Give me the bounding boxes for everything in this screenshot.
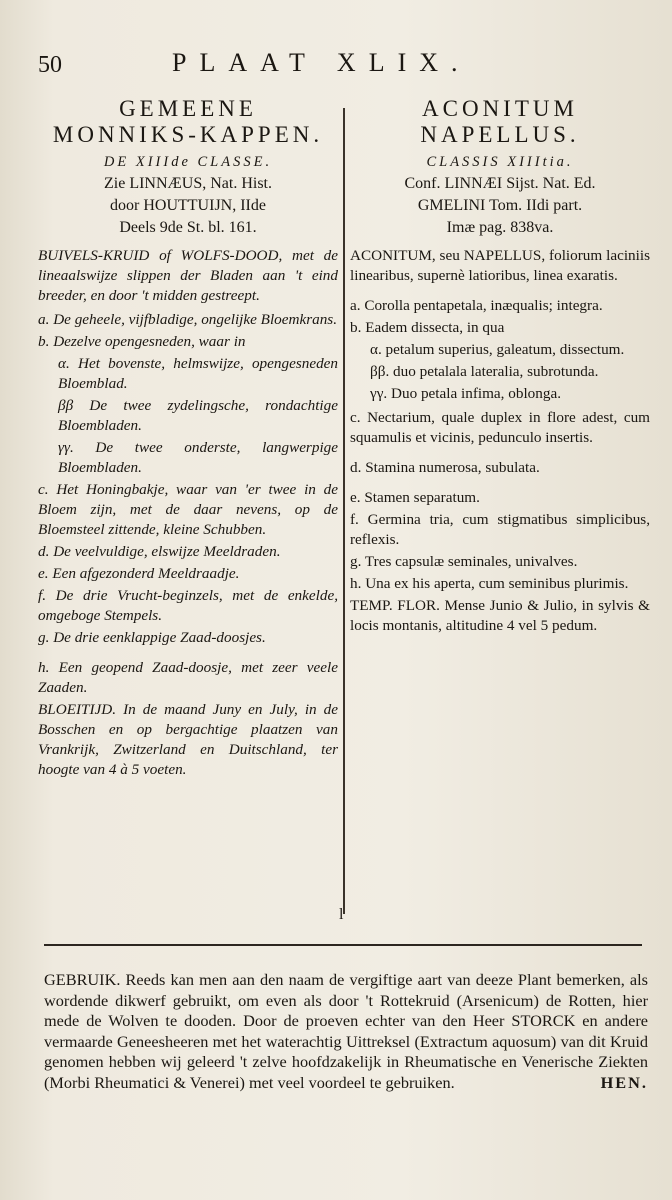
dutch-entry-c: c. Het Honingbakje, waar van 'er twee in de Bloem zijn, met de daar nevens, op de Bloemsteel zittende, kleine Schubben. (38, 481, 338, 538)
dutch-column (38, 96, 338, 782)
dutch-reference-2: door HOUTTUIJN, IIde (110, 197, 266, 214)
latin-entry-b-alpha: α. petalum superius, galeatum, dissectum. (370, 341, 625, 358)
latin-entry-c: c. Nectarium, quale duplex in flore adest, cum squamulis et vicinis, pedunculo insertis. (350, 409, 650, 446)
page-number: 50 (38, 52, 62, 78)
dutch-entry-f: f. De drie Vrucht-beginzels, met de enkelde, omgeboge Stempels. (38, 587, 338, 624)
plate-title: PLAAT XLIX. (172, 48, 471, 77)
dutch-class: DE XIIIde CLASSE. (103, 154, 273, 170)
latin-title-line-2: NAPELLUS. (420, 122, 580, 147)
latin-entry-b-gamma: γγ. Duo petala infima, oblonga. (370, 385, 561, 402)
latin-entry-name: ACONITUM, seu NAPELLUS, foliorum laciniis linearibus, supernè latioribus, linea exaratis. (350, 247, 650, 284)
latin-class: CLASSIS XIIItia. (426, 154, 574, 170)
dutch-title-line-2: MONNIKS-KAPPEN. (52, 122, 324, 147)
latin-reference-1: Conf. LINNÆI Sijst. Nat. Ed. (404, 175, 596, 192)
latin-entry-g: g. Tres capsulæ seminales, univalves. (350, 553, 578, 570)
latin-entries (350, 246, 650, 636)
latin-reference-2: GMELINI Tom. IIdi part. (417, 197, 583, 214)
dutch-entry-g: g. De drie eenklappige Zaad-doosjes. (38, 629, 266, 646)
latin-reference-3: Imæ pag. 838va. (446, 219, 554, 236)
dutch-entry-b: b. Dezelve opengesneden, waar in (38, 333, 246, 350)
latin-column (350, 96, 650, 638)
dutch-entry-name: BUIVELS-KRUID of WOLFS-DOOD, met de lineaalswijze slippen der Bladen aan 't eind breeder, en door 't midden gestreept. (38, 247, 338, 304)
usage-text: GEBRUIK. Reeds kan men aan den naam de vergiftige aart van deeze Plant bemerken, als wordende dikwerf gebruikt, om even als door 't Rottekruid (Arsenicum) de Rotten, hier mede de Wolven te dooden. Door de proeven echter van den Heer STORCK en andere vermaarde Geneesheeren met het waterachtig Uittreksel (Extractum aquosum) van dit Kruid genomen hebben wij geleerd 't zelve hoofdzakelijk in Rheumatische en Venerische Ziekten (Morbi Rheumatici & Venerei) met veel voordeel te gebruiken. (44, 970, 648, 1092)
horizontal-rule (44, 944, 642, 946)
column-divider (343, 108, 345, 914)
dutch-entry-h: h. Een geopend Zaad-doosje, met zeer veele Zaaden. (38, 659, 338, 696)
latin-entry-d: d. Stamina numerosa, subulata. (350, 459, 540, 476)
latin-entry-f: f. Germina tria, cum stigmatibus simplicibus, reflexis. (350, 511, 650, 548)
usage-paragraph (44, 970, 648, 1093)
latin-entry-a: a. Corolla pentapetala, inæqualis; integra. (350, 297, 603, 314)
latin-entry-e: e. Stamen separatum. (350, 489, 480, 506)
dutch-title-line-1: GEMEENE (119, 96, 257, 121)
latin-entry-b: b. Eadem dissecta, in qua (350, 319, 505, 336)
author-signature: HEN. (600, 1072, 648, 1092)
dutch-entry-b-beta: ββ De twee zydelingsche, rondachtige Bloembladen. (58, 397, 338, 434)
dutch-entries (38, 246, 338, 780)
latin-title-line-1: ACONITUM (422, 96, 578, 121)
dutch-entry-b-gamma: γγ. De twee onderste, langwerpige Bloembladen. (58, 439, 338, 476)
dutch-reference-3: Deels 9de St. bl. 161. (119, 219, 257, 236)
latin-entry-b-beta: ββ. duo petalala lateralia, subrotunda. (370, 363, 599, 380)
dutch-entry-e: e. Een afgezonderd Meeldraadje. (38, 565, 240, 582)
dutch-flowering-time: BLOEITIJD. In de maand Juny en July, in de Bosschen en op bergachtige plaatzen van Vrankrijk, Zwitzerland en Duitschland, ter hoogte van 4 à 5 voeten. (38, 701, 338, 778)
divider-mark: l (339, 906, 344, 923)
dutch-entry-b-alpha: α. Het bovenste, helmswijze, opengesneden Bloemblad. (58, 355, 338, 392)
dutch-entry-a: a. De geheele, vijfbladige, ongelijke Bloemkrans. (38, 311, 338, 328)
latin-entry-h: h. Una ex his aperta, cum seminibus plurimis. (350, 575, 629, 592)
dutch-entry-d: d. De veelvuldige, elswijze Meeldraden. (38, 543, 281, 560)
dutch-reference-1: Zie LINNÆUS, Nat. Hist. (104, 175, 272, 192)
latin-flowering-time: TEMP. FLOR. Mense Junio & Julio, in sylvis & locis montanis, altitudine 4 vel 5 pedum. (350, 597, 650, 634)
